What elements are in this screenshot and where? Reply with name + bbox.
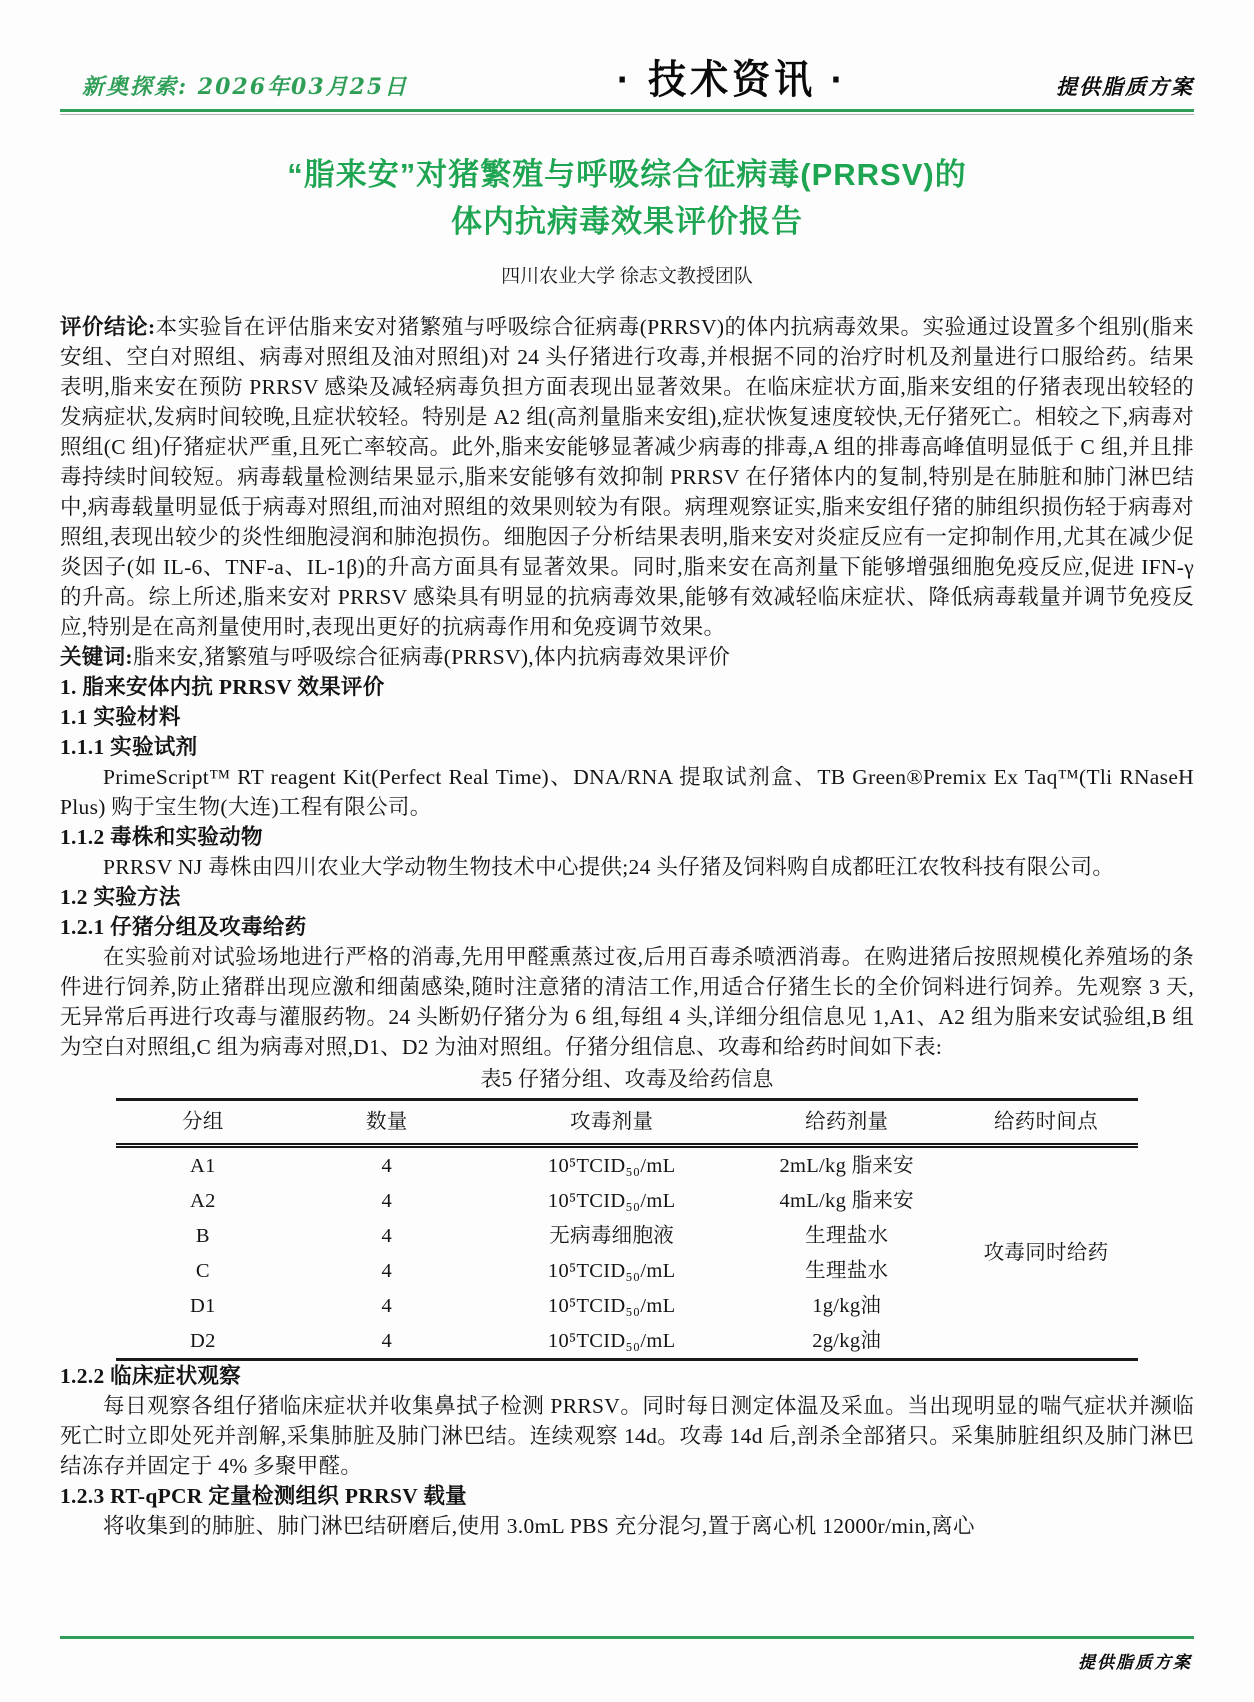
author-line: 四川农业大学 徐志文教授团队 xyxy=(501,266,753,287)
animals-paragraph: PRRSV NJ 毒株由四川农业大学动物生物技术中心提供;24 头仔猪及饲料购自成都旺江农牧科技有限公司。 xyxy=(103,855,1115,879)
cell-dose: 2g/kg油 xyxy=(739,1323,954,1360)
document-body xyxy=(60,312,1194,1541)
page-title-line2: 体内抗病毒效果评价报告 xyxy=(451,204,803,239)
cell-dose: 2mL/kg 脂来安 xyxy=(779,1154,914,1177)
cell-challenge: 无病毒细胞液 xyxy=(549,1224,675,1247)
section-heading-1: 1. 脂来安体内抗 PRRSV 效果评价 xyxy=(60,675,385,699)
cell-challenge: 10⁵TCID₅₀/mL xyxy=(547,1294,676,1317)
cell-challenge: 10⁵TCID₅₀/mL xyxy=(484,1323,740,1360)
cell-count: 4 xyxy=(290,1323,484,1360)
reagents-paragraph: PrimeScript™ RT reagent Kit(Perfect Real Time)、DNA/RNA 提取试剂盒、TB Green®Premix Ex Taq™(Tli RNaseH Plus) 购于宝生物(大连)工程有限公司。 xyxy=(60,765,1194,819)
col-header-dose: 给药剂量 xyxy=(739,1100,954,1146)
section-heading-1-1-2: 1.1.2 毒株和实验动物 xyxy=(60,825,263,849)
grouping-paragraph: 在实验前对试验场地进行严格的消毒,先用甲醛熏蒸过夜,后用百毒杀喷洒消毒。在购进猪后按照规模化养殖场的条件进行饲养,防止猪群出现应激和细菌感染,随时注意猪的清洁工作,用适合仔猪生长的全价饲料进行饲养。先观察 3 天,无异常后再进行攻毒与灌服药物。24 头断奶仔猪分为 6 组,每组 4 头,详细分组信息见 1,A1、A2 组为脂来安试验组,B 组为空白对照组,C 组为病毒对照,D1、D2 为油对照组。仔猪分组信息、攻毒和给药时间如下表: xyxy=(60,945,1194,1059)
cell-count: 4 xyxy=(381,1224,393,1247)
cell-dose: 1g/kg油 xyxy=(812,1294,882,1317)
cell-dose: 生理盐水 xyxy=(805,1224,889,1247)
cell-group: D1 xyxy=(190,1294,216,1317)
cell-group: B xyxy=(195,1224,210,1247)
section-heading-1-2-3: 1.2.3 RT-qPCR 定量检测组织 PRRSV 载量 xyxy=(60,1484,467,1508)
cell-count: 4 xyxy=(381,1294,393,1317)
table-caption: 表5 仔猪分组、攻毒及给药信息 xyxy=(480,1067,774,1091)
section-heading-1-2: 1.2 实验方法 xyxy=(60,885,181,909)
conclusion-text: 本实验旨在评估脂来安对猪繁殖与呼吸综合征病毒(PRRSV)的体内抗病毒效果。实验通过设置多个组别(脂来安组、空白对照组、病毒对照组及油对照组)对 24 头仔猪进行攻毒,并根据不同的治疗时机及剂量进行口服给药。结果表明,脂来安在预防 PRRSV 感染及减轻病毒负担方面表现出显著效果。在临床症状方面,脂来安组的仔猪表现出较轻的发病症状,发病时间较晚,且症状较轻。特别是 A2 组(高剂量脂来安组),症状恢复速度较快,无仔猪死亡。相较之下,病毒对照组(C 组)仔猪症状严重,且死亡率较高。此外,脂来安能够显著减少病毒的排毒,A 组的排毒高峰值明显低于 C 组,并且排毒持续时间较短。病毒载量检测结果显示,脂来安能够有效抑制 PRRSV 在仔猪体内的复制,特别是在肺脏和肺门淋巴结中,病毒载量明显低于病毒对照组,而油对照组的效果则较为有限。病理观察证实,脂来安组仔猪的肺组织损伤轻于病毒对照组,表现出较少的炎性细胞浸润和肺泡损伤。细胞因子分析结果表明,脂来安对炎症反应有一定抑制作用,尤其在减少促炎因子(如 IL-6、TNF-a、IL-1β)的升高方面具有显著效果。同时,脂来安在高剂量下能够增强细胞免疫反应,促进 IFN-γ 的升高。综上所述,脂来安对 PRRSV 感染具有明显的抗病毒效果,能够有效减轻临床症状、降低病毒载量并调节免疫反应,特别是在高剂量使用时,表现出更好的抗病毒作用和免疫调节效果。 xyxy=(60,315,1195,639)
footer-slogan: 提供脂质方案 xyxy=(1078,1653,1192,1672)
observation-paragraph: 每日观察各组仔猪临床症状并收集鼻拭子检测 PRRSV。同时每日测定体温及采血。当出现明显的喘气症状并濒临死亡时立即处死并剖解,采集肺脏及肺门淋巴结。连续观察 14d。攻毒 14d 后,剖杀全部猪只。采集肺脏组织及肺门淋巴结冻存并固定于 4% 多聚甲醛。 xyxy=(60,1394,1194,1478)
cell-challenge: 10⁵TCID₅₀/mL xyxy=(547,1259,676,1282)
table-header-row xyxy=(116,1100,1138,1146)
masthead-date: 新奥探索: 2026年03月25日 xyxy=(82,74,409,100)
page-title xyxy=(60,151,1194,245)
section-heading-1-2-2: 1.2.2 临床症状观察 xyxy=(60,1364,241,1388)
cell-group: A2 xyxy=(190,1189,216,1212)
keywords-label: 关键词: xyxy=(60,645,133,669)
conclusion-paragraph xyxy=(60,312,1194,642)
masthead-slogan: 提供脂质方案 xyxy=(1056,75,1194,99)
cell-dose: 生理盐水 xyxy=(805,1259,889,1282)
table-row xyxy=(116,1146,1138,1184)
cell-challenge: 10⁵TCID₅₀/mL xyxy=(547,1154,676,1177)
masthead-rule xyxy=(60,109,1194,115)
cell-dose: 4mL/kg 脂来安 xyxy=(779,1189,914,1212)
cell-group: D2 xyxy=(116,1323,290,1360)
conclusion-label: 评价结论: xyxy=(60,315,156,339)
footer-rule xyxy=(60,1636,1194,1639)
col-header-count: 数量 xyxy=(290,1100,484,1146)
col-header-timing: 给药时间点 xyxy=(954,1100,1138,1146)
masthead xyxy=(60,0,1194,103)
cell-group: C xyxy=(195,1259,210,1282)
cell-timing-note: 攻毒同时给药 xyxy=(954,1146,1138,1360)
keywords-paragraph xyxy=(60,642,1194,672)
cell-group: A1 xyxy=(190,1154,216,1177)
page-title-line1: “脂来安”对猪繁殖与呼吸综合征病毒(PRRSV)的 xyxy=(287,157,967,192)
section-heading-1-1-1: 1.1.1 实验试剂 xyxy=(60,735,198,759)
cell-challenge: 10⁵TCID₅₀/mL xyxy=(547,1189,676,1212)
qpcr-paragraph: 将收集到的肺脏、肺门淋巴结研磨后,使用 3.0mL PBS 充分混匀,置于离心机 12000r/min,离心 xyxy=(103,1514,975,1538)
cell-count: 4 xyxy=(381,1259,393,1282)
col-header-group: 分组 xyxy=(116,1100,290,1146)
grouping-table xyxy=(116,1098,1138,1361)
section-heading-1-1: 1.1 实验材料 xyxy=(60,705,181,729)
cell-count: 4 xyxy=(381,1189,393,1212)
section-heading-1-2-1: 1.2.1 仔猪分组及攻毒给药 xyxy=(60,915,307,939)
col-header-challenge: 攻毒剂量 xyxy=(484,1100,740,1146)
keywords-text: 脂来安,猪繁殖与呼吸综合征病毒(PRRSV),体内抗病毒效果评价 xyxy=(132,645,731,669)
cell-count: 4 xyxy=(381,1154,393,1177)
masthead-title: · 技术资讯 · xyxy=(616,58,848,103)
